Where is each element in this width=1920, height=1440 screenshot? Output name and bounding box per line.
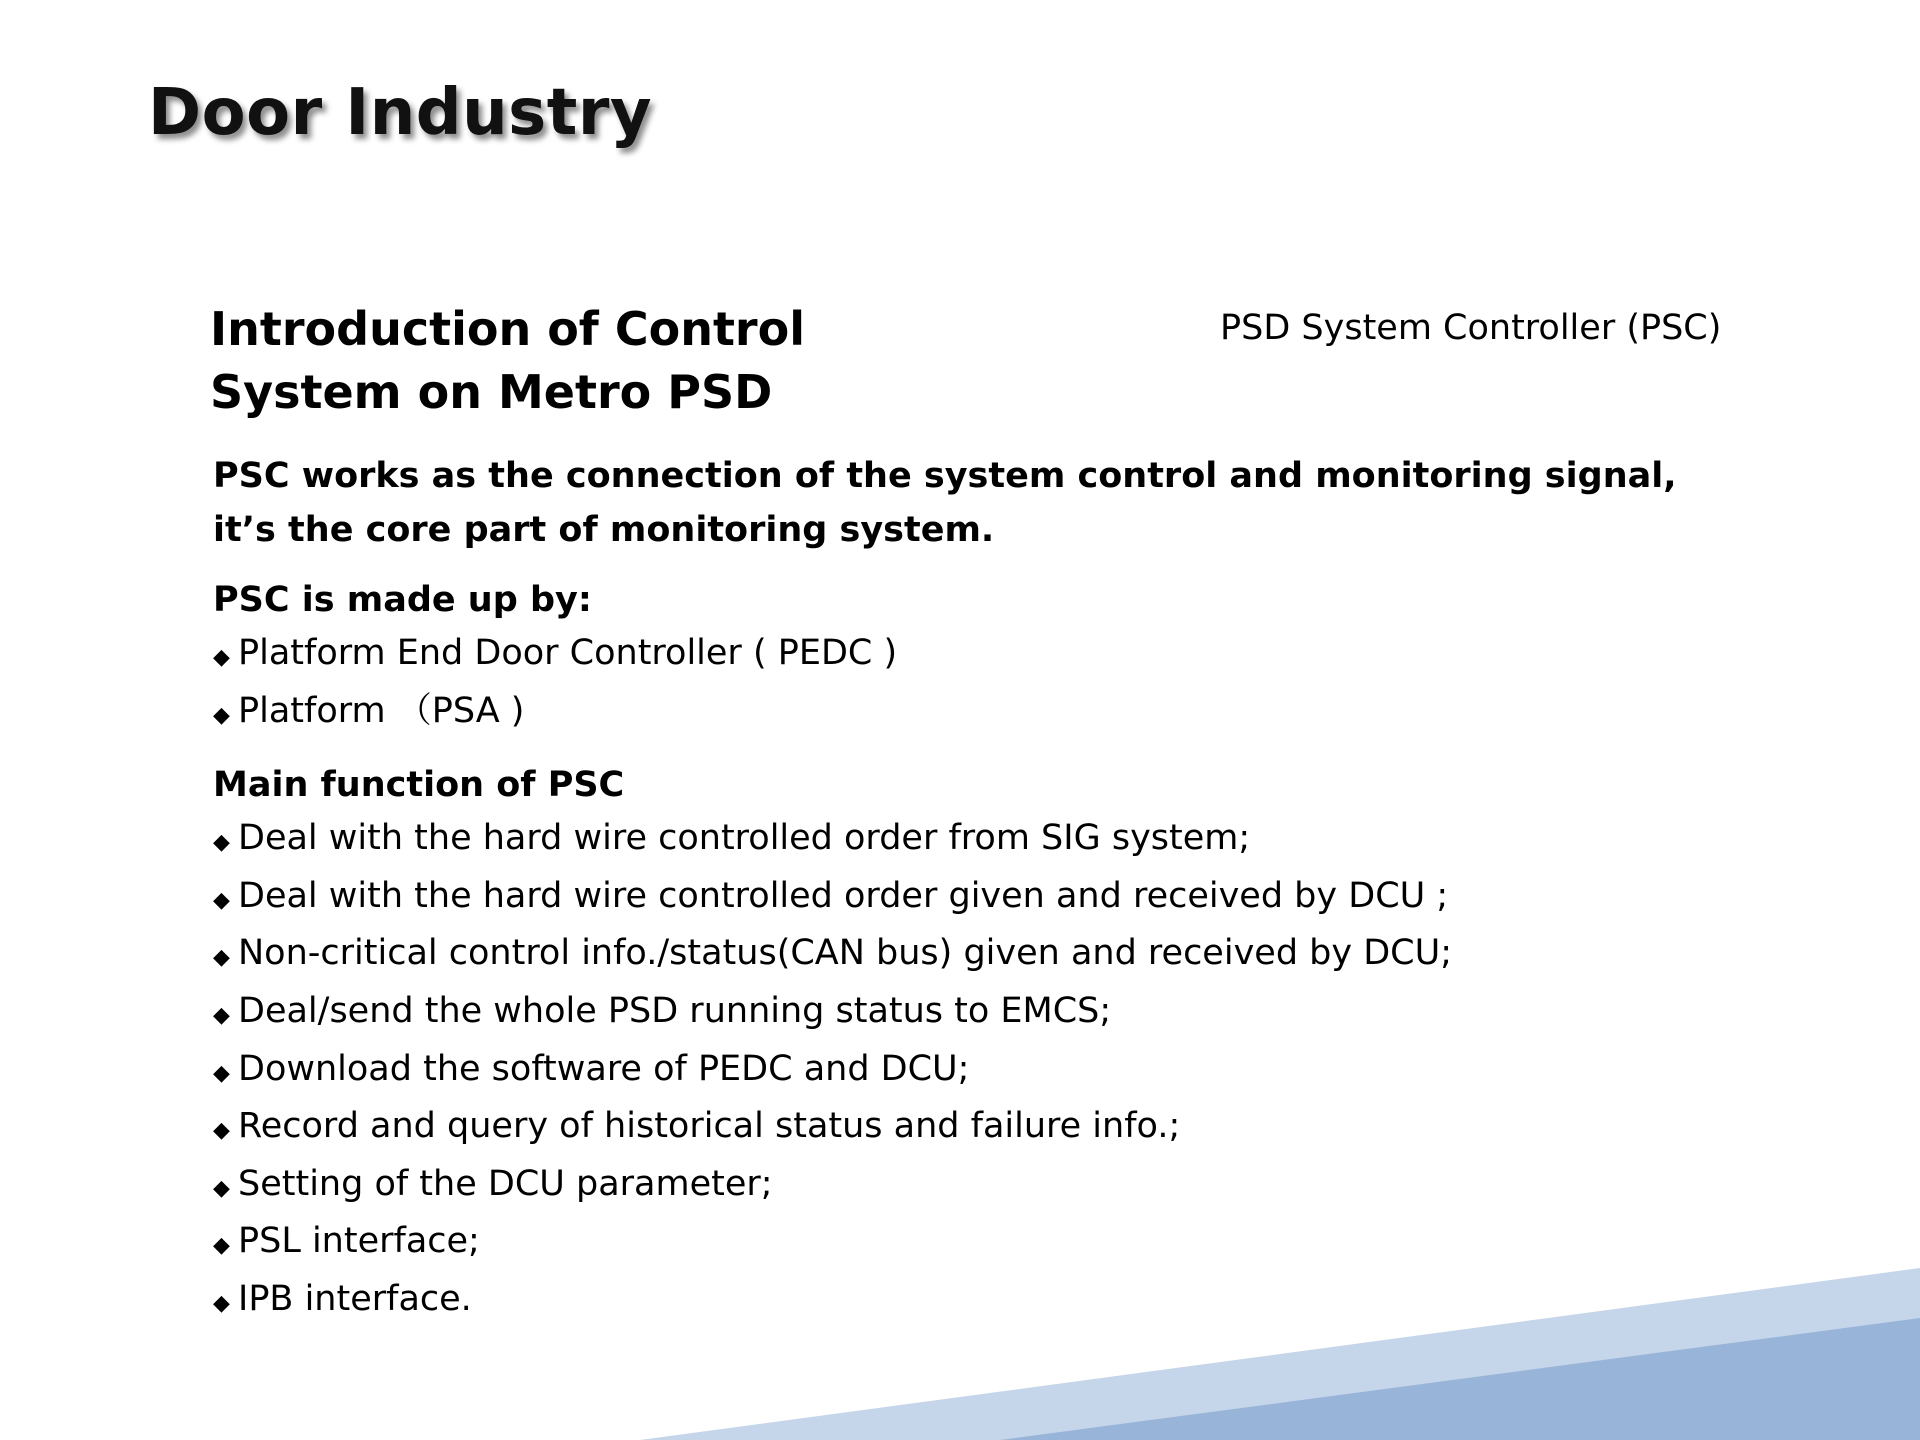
list-item-text: Platform End Door Controller ( PEDC ) xyxy=(238,633,898,673)
diamond-bullet-icon: ◆ xyxy=(213,645,230,670)
list-item-text: Deal/send the whole PSD running status to EMCS; xyxy=(238,990,1112,1031)
list-item-text: PSL interface; xyxy=(238,1221,480,1262)
diamond-bullet-icon: ◆ xyxy=(213,1118,230,1144)
list-item xyxy=(213,812,1733,870)
list-item xyxy=(213,870,1733,928)
diamond-bullet-icon: ◆ xyxy=(213,702,230,728)
functions-list xyxy=(213,812,1733,1330)
list-item xyxy=(213,927,1733,985)
list-item-text: Non-critical control info./status(CAN bus) given and received by DCU; xyxy=(238,933,1453,974)
corner-band-dark xyxy=(1000,1318,1920,1440)
list-item-text: Download the software of PEDC and DCU; xyxy=(238,1048,970,1089)
list-item-text: Record and query of historical status and failure info.; xyxy=(238,1106,1181,1147)
list-item xyxy=(213,1100,1733,1158)
list-item-text: Platform （PSA ) xyxy=(238,690,525,731)
list-item xyxy=(213,1158,1733,1216)
list-item-text: IPB interface. xyxy=(238,1278,472,1319)
list-item xyxy=(213,1043,1733,1101)
section-heading: Introduction of Control System on Metro PSD xyxy=(210,302,805,419)
list-item xyxy=(213,627,1733,685)
list-item xyxy=(213,1273,1733,1331)
list-item-text: Deal with the hard wire controlled order from SIG system; xyxy=(238,818,1251,859)
list-item xyxy=(213,1215,1733,1273)
diamond-bullet-icon: ◆ xyxy=(213,945,230,971)
side-caption: PSD System Controller (PSC) xyxy=(1220,308,1722,348)
composition-title: PSC is made up by: xyxy=(213,580,592,620)
slide-title: Door Industry xyxy=(148,76,653,150)
diamond-bullet-icon: ◆ xyxy=(213,1175,230,1201)
list-item-text: Deal with the hard wire controlled order given and received by DCU ; xyxy=(238,875,1449,916)
list-item xyxy=(213,685,1733,743)
intro-paragraph: PSC works as the connection of the system control and monitoring signal, it’s the core part of monitoring system. xyxy=(213,456,1677,550)
diamond-bullet-icon: ◆ xyxy=(213,1060,230,1086)
functions-title: Main function of PSC xyxy=(213,765,625,806)
composition-list xyxy=(213,627,1733,742)
diamond-bullet-icon: ◆ xyxy=(213,1233,230,1259)
diamond-bullet-icon: ◆ xyxy=(213,1002,230,1028)
diamond-bullet-icon: ◆ xyxy=(213,887,230,913)
content-body xyxy=(213,449,1733,1331)
list-item xyxy=(213,985,1733,1043)
diamond-bullet-icon: ◆ xyxy=(213,1290,230,1316)
list-item-text: Setting of the DCU parameter; xyxy=(238,1163,773,1204)
diamond-bullet-icon: ◆ xyxy=(213,830,230,856)
